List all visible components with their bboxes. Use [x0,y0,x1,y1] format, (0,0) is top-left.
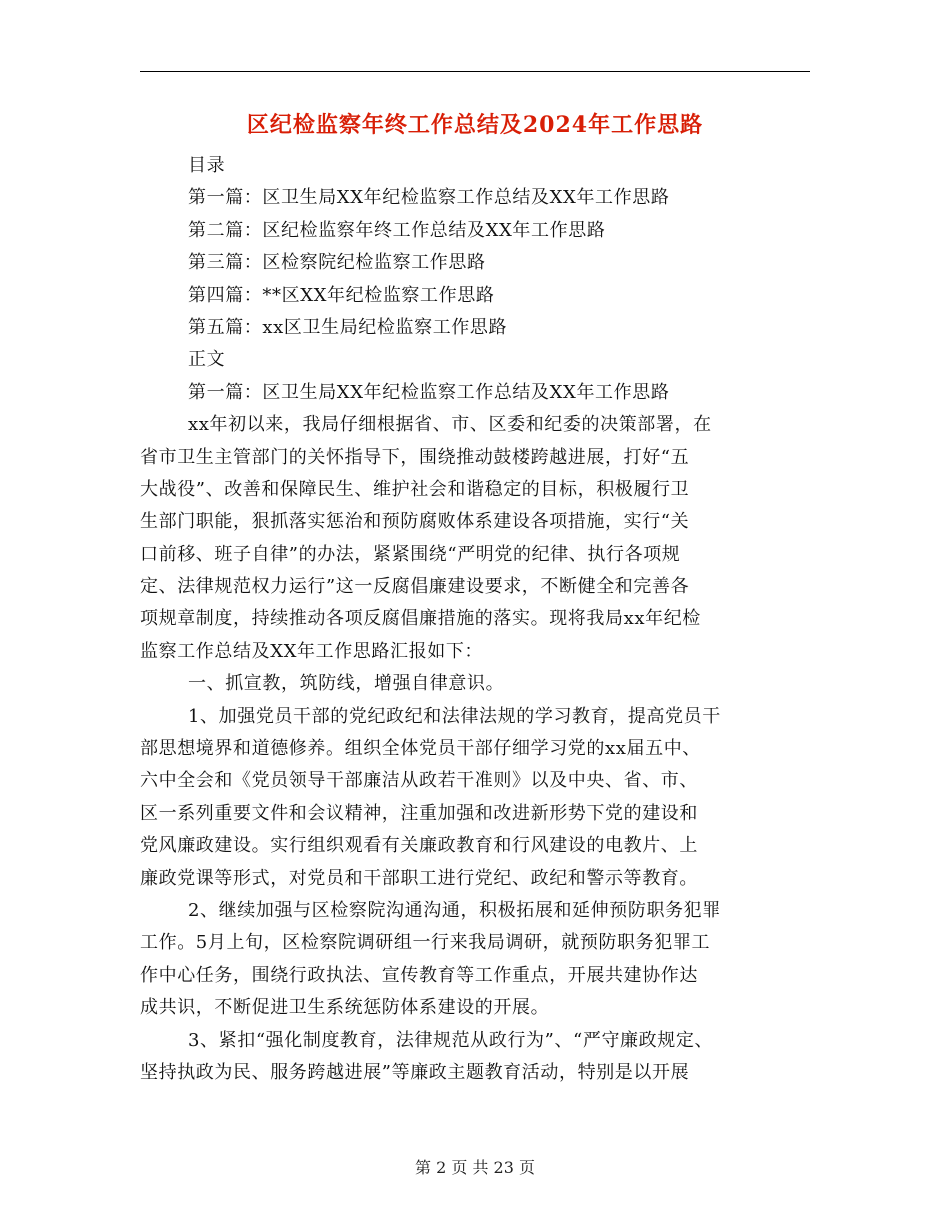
toc-item: 第二篇：区纪检监察年终工作总结及XX年工作思路 [188,219,606,241]
paragraph-line: 监察工作总结及XX年工作思路汇报如下： [140,640,484,662]
toc-item: 第四篇：**区XX年纪检监察工作思路 [188,284,495,306]
paragraph-line: 作中心任务，围绕行政执法、宣传教育等工作重点，开展共建协作达 [140,964,698,986]
paragraph-line: 成共识，不断促进卫生系统惩防体系建设的开展。 [140,997,550,1019]
paragraph-line: 生部门职能，狠抓落实惩治和预防腐败体系建设各项措施，实行“关 [140,511,690,533]
paragraph-line: 党风廉政建设。实行组织观看有关廉政教育和行风建设的电教片、上 [140,835,698,857]
paragraph-line: 口前移、班子自律”的办法，紧紧围绕“严明党的纪律、执行各项规 [140,543,681,565]
paragraph-line: 廉政党课等形式，对党员和干部职工进行党纪、政纪和警示等教育。 [140,867,698,889]
paragraph-line: 定、法律规范权力运行”这一反腐倡廉建设要求，不断健全和完善各 [140,576,690,598]
toc-item: 第三篇：区检察院纪检监察工作思路 [188,252,486,274]
subsection-heading: 一、抓宣教，筑防线，增强自律意识。 [188,673,505,695]
document-body [140,150,810,1089]
section-title: 第一篇：区卫生局XX年纪检监察工作总结及XX年工作思路 [188,381,670,403]
paragraph-line: xx年初以来，我局仔细根据省、市、区委和纪委的决策部署，在 [188,414,712,436]
toc-item: 第一篇：区卫生局XX年纪检监察工作总结及XX年工作思路 [188,187,670,209]
toc-heading: 目录 [188,155,226,176]
paragraph-line: 部思想境界和道德修养。组织全体党员干部仔细学习党的xx届五中、 [140,738,701,760]
body-heading: 正文 [188,349,226,371]
paragraph-line: 2、继续加强与区检察院沟通沟通，积极拓展和延伸预防职务犯罪 [188,899,721,921]
document-title: 区纪检监察年终工作总结及2024年工作思路 [246,112,704,138]
paragraph-line: 项规章制度，持续推动各项反腐倡廉措施的落实。现将我局xx年纪检 [140,608,701,630]
toc-item: 第五篇：xx区卫生局纪检监察工作思路 [188,316,508,338]
paragraph-line: 六中全会和《党员领导干部廉洁从政若干准则》以及中央、省、市、 [140,770,698,792]
paragraph-line: 工作。5月上旬，区检察院调研组一行来我局调研，就预防职务犯罪工 [140,932,711,954]
paragraph-line: 坚持执政为民、服务跨越进展”等廉政主题教育活动，特别是以开展 [140,1061,690,1083]
paragraph-line: 大战役”、改善和保障民生、维护社会和谐稳定的目标，积极履行卫 [140,478,690,500]
header-rule [140,71,810,72]
paragraph-line: 1、加强党员干部的党纪政纪和法律法规的学习教育，提高党员干 [188,705,721,727]
paragraph-line: 区一系列重要文件和会议精神，注重加强和改进新形势下党的建设和 [140,802,698,824]
paragraph-line: 3、紧扣“强化制度教育，法律规范从政行为”、“严守廉政规定、 [188,1029,714,1051]
page-number-footer: 第 2 页 共 23 页 [415,1158,535,1177]
paragraph-line: 省市卫生主管部门的关怀指导下，围绕推动鼓楼跨越进展，打好“五 [140,446,690,468]
